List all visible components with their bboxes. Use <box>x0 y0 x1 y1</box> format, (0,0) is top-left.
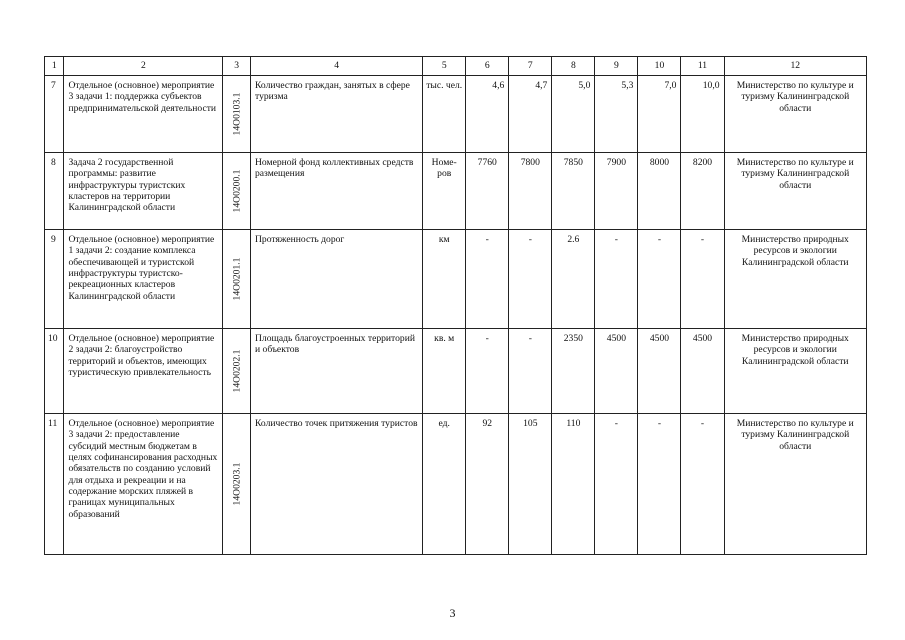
value-cell: 4500 <box>595 329 638 414</box>
row-number: 8 <box>45 153 64 230</box>
measure-description: Задача 2 государственной программы: развитие инфраструктуры туристских кластеров на территории Калининградской области <box>64 153 223 230</box>
value-cell: 5,3 <box>595 76 638 153</box>
measure-code-cell <box>223 153 251 230</box>
value-cell: 8000 <box>638 153 681 230</box>
measure-code: 14O0202.1 <box>231 349 242 393</box>
indicator-name: Площадь благоустроенных территорий и объектов <box>251 329 423 414</box>
measure-code: 14O0203.1 <box>231 462 242 506</box>
unit: Номе-ров <box>423 153 466 230</box>
measure-code-cell <box>223 414 251 555</box>
column-header: 1 <box>45 57 64 76</box>
measure-description: Отдельное (основное) мероприятие 2 задачи 2: благоустройство территорий и объектов, имеющих туристическую привлекательность <box>64 329 223 414</box>
responsible-executor: Министерство по культуре и туризму Калининградской области <box>724 76 866 153</box>
value-cell: 7900 <box>595 153 638 230</box>
column-header: 12 <box>724 57 866 76</box>
measure-code: 14O0201.1 <box>231 257 242 301</box>
value-cell: 4500 <box>681 329 724 414</box>
responsible-executor: Министерство по культуре и туризму Калининградской области <box>724 414 866 555</box>
value-cell: - <box>681 414 724 555</box>
responsible-executor: Министерство по культуре и туризму Калининградской области <box>724 153 866 230</box>
column-header: 9 <box>595 57 638 76</box>
measure-description: Отдельное (основное) мероприятие 3 задачи 1: поддержка субъектов предпринимательской деятельности <box>64 76 223 153</box>
value-cell: 7760 <box>466 153 509 230</box>
page-number: 3 <box>449 606 456 620</box>
value-cell: 4,7 <box>509 76 552 153</box>
value-cell: 2350 <box>552 329 595 414</box>
measure-code: 14O0200.1 <box>231 169 242 213</box>
value-cell: 7,0 <box>638 76 681 153</box>
row-number: 10 <box>45 329 64 414</box>
unit: ед. <box>423 414 466 555</box>
indicator-name: Количество точек притяжения туристов <box>251 414 423 555</box>
column-header: 3 <box>223 57 251 76</box>
value-cell: 105 <box>509 414 552 555</box>
measure-code-cell <box>223 329 251 414</box>
table-row <box>45 329 867 414</box>
value-cell: 8200 <box>681 153 724 230</box>
value-cell: 92 <box>466 414 509 555</box>
indicator-name: Номерной фонд коллективных средств размещения <box>251 153 423 230</box>
value-cell: - <box>638 230 681 329</box>
responsible-executor: Министерство природных ресурсов и экологии Калининградской области <box>724 329 866 414</box>
column-header: 11 <box>681 57 724 76</box>
table-row <box>45 414 867 555</box>
table-row <box>45 153 867 230</box>
value-cell: - <box>466 230 509 329</box>
value-cell: - <box>509 230 552 329</box>
value-cell: - <box>595 414 638 555</box>
responsible-executor: Министерство природных ресурсов и экологии Калининградской области <box>724 230 866 329</box>
indicator-name: Количество граждан, занятых в сфере туризма <box>251 76 423 153</box>
row-number: 7 <box>45 76 64 153</box>
table-row <box>45 76 867 153</box>
header-row <box>45 57 867 76</box>
column-header: 10 <box>638 57 681 76</box>
value-cell: - <box>509 329 552 414</box>
value-cell: - <box>595 230 638 329</box>
measure-code: 14O0103.1 <box>231 92 242 136</box>
value-cell: 5,0 <box>552 76 595 153</box>
column-header: 2 <box>64 57 223 76</box>
indicators-table <box>44 56 867 555</box>
value-cell: - <box>638 414 681 555</box>
value-cell: 10,0 <box>681 76 724 153</box>
value-cell: - <box>466 329 509 414</box>
measure-description: Отдельное (основное) мероприятие 1 задачи 2: создание комплекса обеспечивающей и туристской инфраструктуры туристско-рекреационных кластеров Калининградской области <box>64 230 223 329</box>
value-cell: 4500 <box>638 329 681 414</box>
indicator-name: Протяженность дорог <box>251 230 423 329</box>
value-cell: 7800 <box>509 153 552 230</box>
unit: км <box>423 230 466 329</box>
unit: кв. м <box>423 329 466 414</box>
table-row <box>45 230 867 329</box>
measure-code-cell <box>223 230 251 329</box>
value-cell: 110 <box>552 414 595 555</box>
column-header: 7 <box>509 57 552 76</box>
value-cell: - <box>681 230 724 329</box>
value-cell: 4,6 <box>466 76 509 153</box>
column-header: 4 <box>251 57 423 76</box>
row-number: 11 <box>45 414 64 555</box>
column-header: 6 <box>466 57 509 76</box>
column-header: 5 <box>423 57 466 76</box>
unit: тыс. чел. <box>423 76 466 153</box>
measure-code-cell <box>223 76 251 153</box>
value-cell: 2.6 <box>552 230 595 329</box>
row-number: 9 <box>45 230 64 329</box>
value-cell: 7850 <box>552 153 595 230</box>
measure-description: Отдельное (основное) мероприятие 3 задачи 2: предоставление субсидий местным бюджетам в целях софинансирования расходных обязательств по созданию условий для отдыха и рекреации и на содержание морских пляжей в границах муниципальных образований <box>64 414 223 555</box>
column-header: 8 <box>552 57 595 76</box>
